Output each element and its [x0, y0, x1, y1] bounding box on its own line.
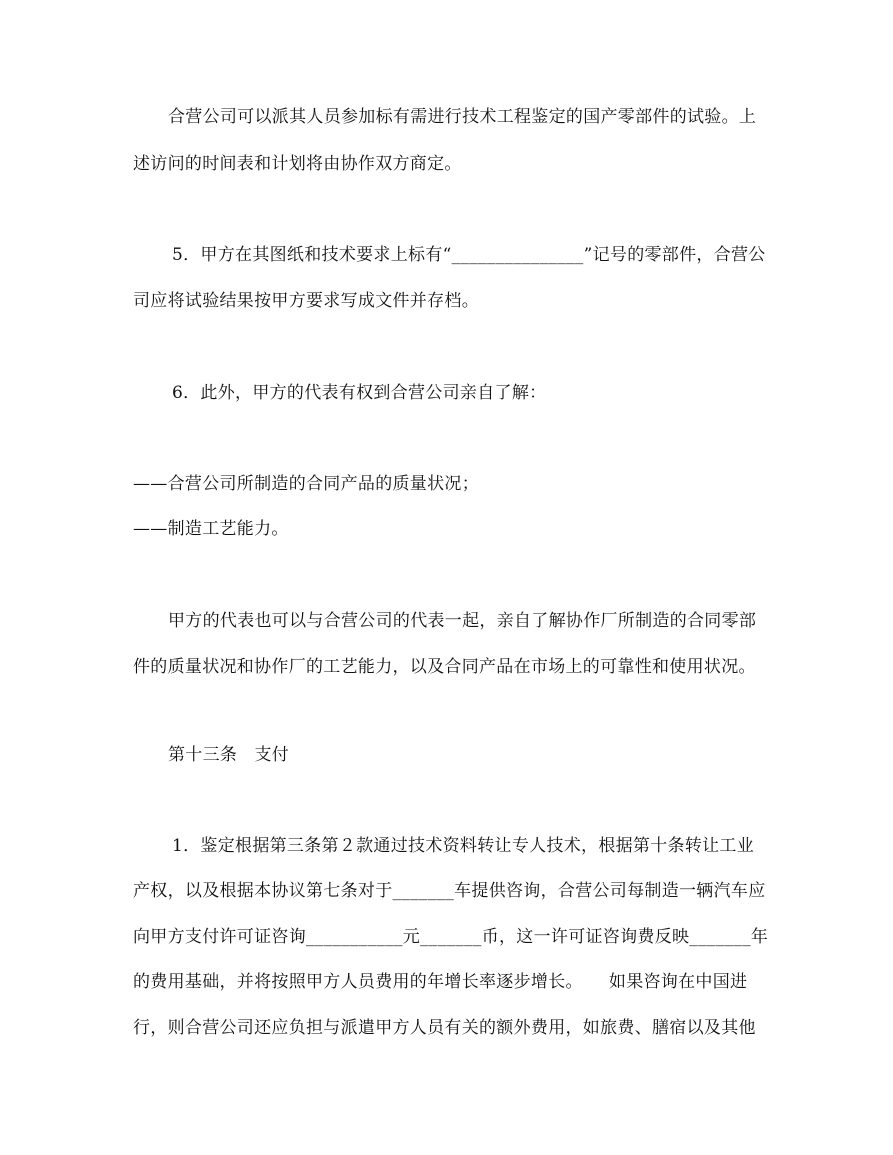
item1-line1: 1．鉴定根据第三条第２款通过技术资料转让专人技术，根据第十条转让工业	[172, 836, 755, 856]
para-rep-line2: 件的质量状况和协作厂的工艺能力，以及合同产品在市场上的可靠性和使用状况。	[133, 657, 756, 677]
item5-line1: 5．甲方在其图纸和技术要求上标有“_______________”记号的零部件，合营公	[172, 245, 766, 265]
article13-heading: 第十三条 支付	[168, 745, 290, 765]
para-rep-line1: 甲方的代表也可以与合营公司的代表一起，亲自了解协作厂所制造的合同零部	[168, 611, 757, 631]
item1-line2: 产权，以及根据本协议第七条对于_______车提供咨询，合营公司每制造一辆汽车应	[133, 881, 766, 901]
item6-line1: 6．此外，甲方的代表有权到合营公司亲自了解：	[172, 383, 547, 403]
dash-item-quality: ——合营公司所制造的合同产品的质量状况；	[133, 474, 479, 494]
item5-line2: 司应将试验结果按甲方要求写成文件并存档。	[133, 291, 479, 311]
dash-item-process: ——制造工艺能力。	[133, 519, 289, 539]
item1-line4: 的费用基础，并将按照甲方人员费用的年增长率逐步增长。 如果咨询在中国进	[133, 972, 748, 992]
para1-line2: 述访问的时间表和计划将由协作双方商定。	[133, 154, 462, 174]
item1-line3: 向甲方支付许可证咨询___________元_______币，这一许可证咨询费反映_______年	[133, 927, 769, 947]
item1-line5: 行，则合营公司还应负担与派遣甲方人员有关的额外费用，如旅费、膳宿以及其他	[133, 1018, 756, 1038]
para1-line1: 合营公司可以派其人员参加标有需进行技术工程鉴定的国产零部件的试验。上	[168, 107, 757, 127]
